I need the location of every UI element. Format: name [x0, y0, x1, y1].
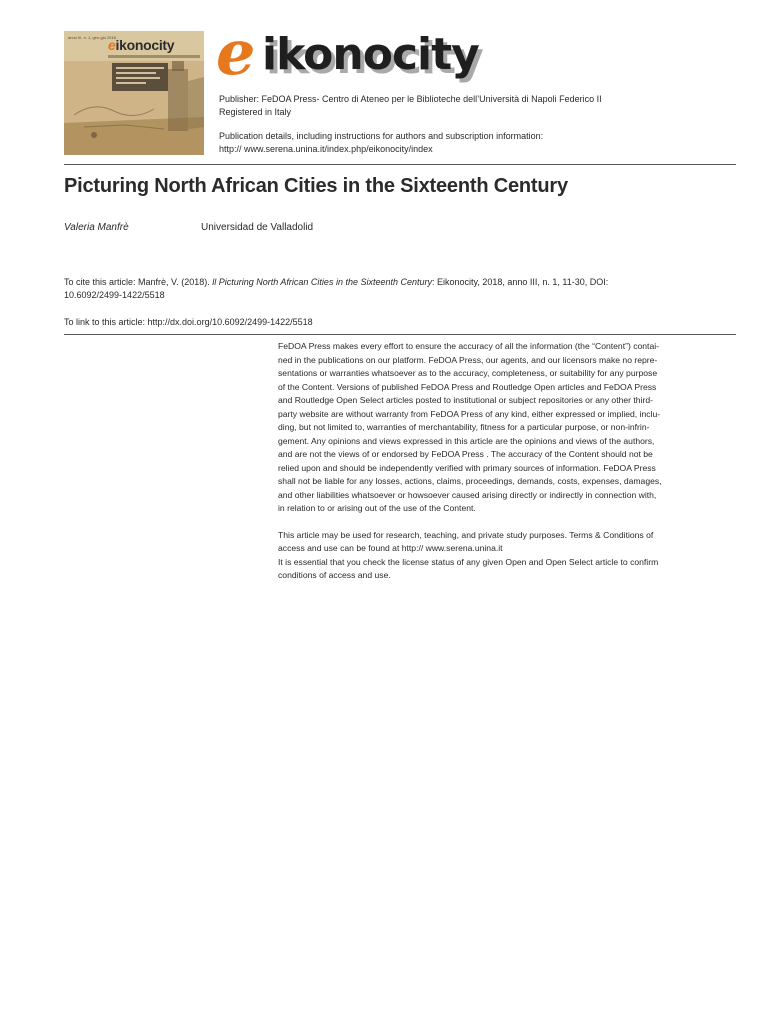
disclaimer-paragraph — [278, 340, 738, 516]
citation-title: ll Picturing North African Cities in the Sixteenth Century — [212, 277, 432, 287]
text-line: ding, but not limited to, warranties of merchantability, fitness for a particular purpose, or non-infrin- — [278, 422, 650, 432]
citation-doi: 10.6092/2499-1422/5518 — [64, 290, 165, 300]
logo-e-letter: e — [216, 16, 256, 89]
license-paragraph — [278, 529, 738, 583]
registration-line: Registered in Italy — [219, 107, 292, 117]
text-line: of the Content. Versions of published FeDOA Press and Routledge Open articles and FeDOA Press — [278, 381, 657, 392]
article-link[interactable]: To link to this article: http://dx.doi.org/10.6092/2499-1422/5518 — [64, 317, 313, 327]
journal-url-link[interactable]: http:// www.serena.unina.it/index.php/eikonocity/index — [219, 144, 433, 154]
text-line: party website are without warranty from FeDOA Press of any kind, either expressed or implied, inclu- — [278, 408, 661, 419]
citation — [64, 276, 744, 302]
citation-divider — [64, 334, 736, 335]
journal-cover-thumbnail — [64, 31, 204, 155]
text-line: access and use can be found at http:// www.serena.unina.it — [278, 543, 503, 553]
author-name: Valeria Manfrè — [64, 222, 129, 233]
text-line: ned in the publications on our platform. FeDOA Press, our agents, and our licensors make no repre- — [278, 354, 658, 365]
cover-header-text: anno III, n. 1, gen-giu 2018 — [68, 35, 116, 40]
publication-details-line: Publication details, including instructions for authors and subscription information: — [219, 131, 544, 141]
text-line: conditions of access and use. — [278, 570, 391, 580]
text-line: It is essential that you check the license status of any given Open and Open Select article to confirm — [278, 556, 659, 567]
text-line: gement. Any opinions and views expressed in this article are the opinions and views of the authors, — [278, 435, 655, 446]
citation-suffix: : Eikonocity, 2018, anno III, n. 1, 11-30, DOI: — [432, 277, 609, 287]
publisher-line: Publisher: FeDOA Press- Centro di Ateneo per le Biblioteche dell’Università di Napoli Federico II — [219, 94, 602, 104]
text-line: sentations or warranties whatsoever as to the accuracy, completeness, or suitability for any purpose — [278, 368, 658, 378]
cover-logo-rest: ikonocity — [115, 37, 175, 53]
cover-logo-e: e — [108, 37, 116, 53]
cover-logo — [108, 37, 174, 53]
citation-prefix: To cite this article: Manfrè, V. (2018). — [64, 277, 213, 287]
disclaimer — [278, 340, 738, 583]
author-affiliation: Universidad de Valladolid — [201, 222, 314, 233]
text-line: and are not the views of or endorsed by FeDOA Press . The accuracy of the Content should not be — [278, 449, 653, 459]
header-divider — [64, 164, 736, 165]
text-line: and other liabilities whatsoever or howsoever caused arising directly or indirectly in connection with, — [278, 489, 657, 500]
article-title: Picturing North African Cities in the Sixteenth Century — [64, 175, 568, 197]
text-line: FeDOA Press makes every effort to ensure the accuracy of all the information (the “Content”) contai- — [278, 341, 659, 351]
text-line: shall not be liable for any losses, actions, claims, proceedings, demands, costs, expenses, damages, — [278, 476, 662, 486]
text-line: This article may be used for research, teaching, and private study purposes. Terms & Conditions of — [278, 529, 654, 540]
text-line: and Routledge Open Select articles posted to institutional or subject repositories or any other third- — [278, 395, 653, 405]
text-line: relied upon and should be independently verified with primary sources of information. FeDOA Press — [278, 462, 656, 473]
text-line: in relation to or arising out of the use of the Content. — [278, 503, 476, 513]
cover-subtitle-bar — [108, 55, 200, 58]
logo-wordmark: ikonocity — [262, 29, 479, 80]
